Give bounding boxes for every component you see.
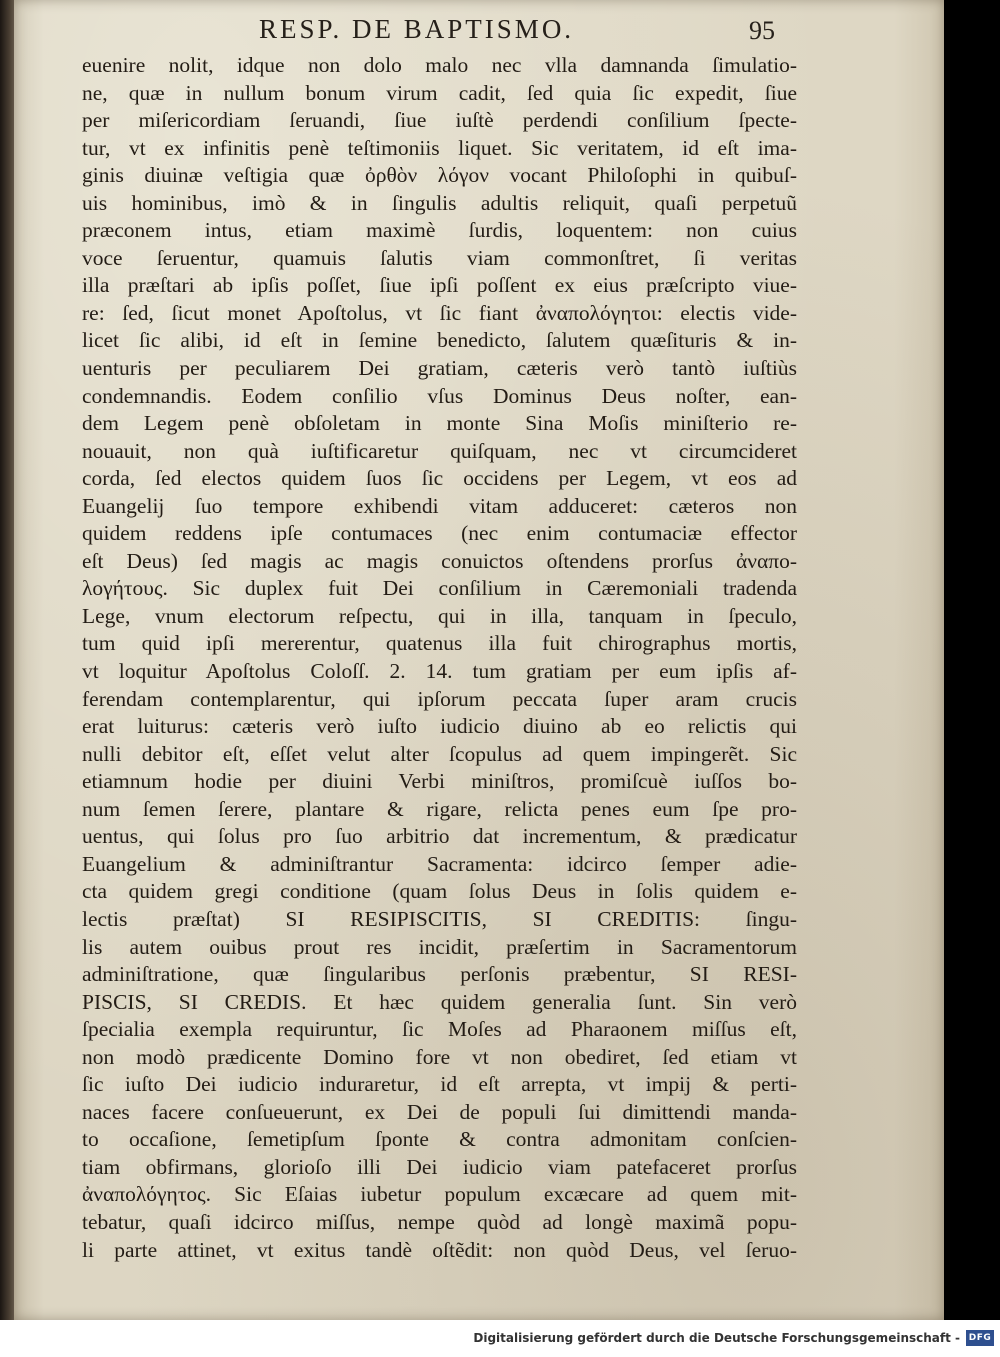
text-line: ne, quæ in nullum bonum virum cadit, ſed quia ſic expedit, ſiue bbox=[82, 80, 797, 105]
text-line: uis hominibus, imò & in ſingulis adultis reliquit, quaſi perpetuũ bbox=[82, 190, 797, 215]
funding-credit: Digitalisierung gefördert durch die Deutsche Forschungsgemeinschaft - bbox=[473, 1331, 960, 1345]
text-line: illa præſtari ab ipſis poſſet, ſiue ipſi poſſent ex eius præſcripto viue- bbox=[82, 273, 797, 298]
page-number: 95 bbox=[749, 16, 775, 45]
text-line: dem Legem penè obſoletam in monte Sina Moſis miniſterio re- bbox=[82, 411, 797, 436]
text-line: euenire nolit, idque non dolo malo nec vlla damnanda ſimulatio- bbox=[82, 53, 797, 77]
running-title: RESP. DE BAPTISMO. bbox=[259, 14, 575, 44]
text-line: corda, ſed electos quidem ſuos ſic occidens per Legem, vt eos ad bbox=[82, 466, 797, 491]
text-line: tebatur, quaſi idcirco miſſus, nempe quòd ad longè maximã popu- bbox=[82, 1209, 797, 1234]
text-line: nulli debitor eſt, eſſet velut alter ſcopulus ad quem impingerẽt. Sic bbox=[82, 741, 797, 766]
text-line: voce ſeruentur, quamuis ſalutis viam commonſtret, ſi veritas bbox=[82, 245, 797, 270]
text-line: re: ſed, ſicut monet Apoſtolus, vt ſic fiant ἀναπολόγητοι: electis vide- bbox=[82, 300, 797, 325]
book-page bbox=[14, 0, 944, 1320]
text-line: ginis diuinæ veſtigia quæ ὀρθὸν λόγον vocant Philoſophi in quibuſ- bbox=[82, 163, 797, 188]
text-line: tur, vt ex infinitis penè teſtimoniis liquet. Sic veritatem, id eſt ima- bbox=[82, 135, 797, 160]
text-line: etiamnum hodie per diuini Verbi miniſtros, promiſcuè iuſſos bo- bbox=[82, 769, 797, 794]
text-line: Euangelium & adminiſtrantur Sacramenta: idcirco ſemper adie- bbox=[82, 851, 797, 876]
text-line: cta quidem gregi conditione (quam ſolus Deus in ſolis quidem e- bbox=[82, 879, 797, 904]
page-header bbox=[14, 14, 944, 50]
text-line: condemnandis. Eodem conſilio vſus Dominus Deus noſter, ean- bbox=[82, 383, 797, 408]
dfg-logo: DFG bbox=[966, 1330, 994, 1346]
text-line: Lege, vnum electorum reſpectu, qui in illa, tanquam in ſpeculo, bbox=[82, 603, 797, 628]
body-text bbox=[82, 52, 797, 1264]
text-line: ſic iuſto Dei iudicio induraretur, id eſt arrepta, vt impij & perti- bbox=[82, 1072, 797, 1097]
text-line: to occaſione, ſemetipſum ſponte & contra admonitam conſcien- bbox=[82, 1127, 797, 1152]
text-line: uenturis per peculiarem Dei gratiam, cæteris verò tantò iuſtiùs bbox=[82, 356, 797, 381]
footer-bar bbox=[0, 1320, 1000, 1357]
text-line: λογήτους. Sic duplex fuit Dei conſilium in Cæremoniali tradenda bbox=[82, 576, 797, 601]
text-line: vt loquitur Apoſtolus Coloſſ. 2. 14. tum gratiam per eum ipſis af- bbox=[82, 659, 797, 684]
text-line: uentus, qui ſolus pro ſuo arbitrio dat incrementum, & prædicatur bbox=[82, 824, 797, 849]
text-line: adminiſtratione, quæ ſingularibus perſonis præbentur, SI RESI- bbox=[82, 962, 797, 987]
text-line: naces facere conſueuerunt, ex Dei de populi ſui dimittendi manda- bbox=[82, 1099, 797, 1124]
text-line: tiam obfirmans, glorioſo illi Dei iudicio viam patefaceret prorſus bbox=[82, 1154, 797, 1179]
text-line: præconem intus, etiam maximè ſurdis, loquentem: non cuius bbox=[82, 218, 797, 243]
text-line: ſpecialia exempla requiruntur, ſic Moſes ad Pharaonem miſſus eſt, bbox=[82, 1017, 797, 1042]
text-line: tum quid ipſi mererentur, quatenus illa fuit chirographus mortis, bbox=[82, 631, 797, 656]
text-line: quidem reddens ipſe contumaces (nec enim contumaciæ effector bbox=[82, 521, 797, 546]
text-line: eſt Deus) ſed magis ac magis conuictos oſtendens prorſus ἀναπο- bbox=[82, 548, 797, 573]
text-line: Euangelij ſuo tempore exhibendi vitam adduceret: cæteros non bbox=[82, 493, 797, 518]
text-line: li parte attinet, vt exitus tandè oſtẽdit: non quòd Deus, vel ſeruo- bbox=[82, 1237, 797, 1262]
text-line: PISCIS, SI CREDIS. Et hæc quidem generalia ſunt. Sin verò bbox=[82, 989, 797, 1014]
text-line: erat luiturus: cæteris verò iuſto iudicio diuino ab eo relictis qui bbox=[82, 714, 797, 739]
text-line: non modò prædicente Domino fore vt non obediret, ſed etiam vt bbox=[82, 1044, 797, 1069]
text-line: per miſericordiam ſeruandi, ſiue iuſtè perdendi conſilium ſpecte- bbox=[82, 108, 797, 133]
text-line: nouauit, non quà iuſtificaretur quiſquam, nec vt circumcideret bbox=[82, 438, 797, 463]
text-line: ἀναπολόγητος. Sic Eſaias iubetur populum excæcare ad quem mit- bbox=[82, 1182, 797, 1207]
text-line: ferendam contemplarentur, qui ipſorum peccata ſuper aram crucis bbox=[82, 686, 797, 711]
text-line: num ſemen ſerere, plantare & rigare, relicta penes eum ſpe pro- bbox=[82, 796, 797, 821]
text-line: lectis præſtat) SI RESIPISCITIS, SI CREDITIS: ſingu- bbox=[82, 906, 797, 931]
text-line: lis autem ouibus prout res incidit, præſertim in Sacramentorum bbox=[82, 934, 797, 959]
text-line: licet ſic alibi, id eſt in ſemine benedicto, ſalutem quæſituris & in- bbox=[82, 328, 797, 353]
